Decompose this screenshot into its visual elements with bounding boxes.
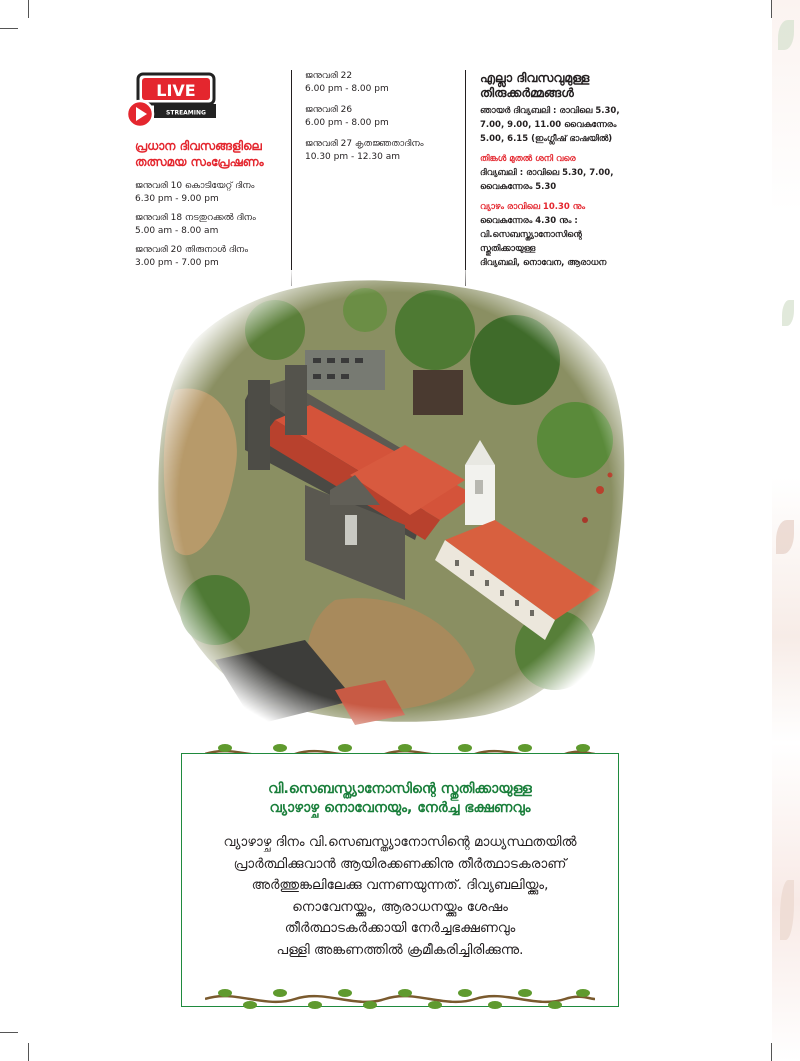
daily-services-column bbox=[480, 70, 640, 270]
leaf-decoration bbox=[782, 300, 794, 326]
column3-heading-line1: എല്ലാ ദിവസവുമുള്ള bbox=[480, 70, 590, 85]
decorative-side-strip bbox=[772, 0, 800, 1061]
thursday-line1: വൈകുന്നേരം 4.30 നും : bbox=[480, 216, 578, 226]
box-title-line1: വി.സെബസ്ത്യാനോസിന്റെ സ്തുതിക്കായുള്ള bbox=[268, 781, 532, 797]
column1-heading-line1: പ്രധാന ദിവസങ്ങളിലെ bbox=[135, 139, 262, 153]
sunday-schedule: ഞായർ ദിവ്യബലി : രാവിലെ 5.30, bbox=[480, 106, 620, 116]
thursday-heading: വ്യാഴം രാവിലെ 10.30 നും bbox=[480, 202, 586, 212]
body-line: പ്രാർത്ഥിക്കുവാൻ ആയിരക്കണക്കിനു തീർത്ഥാടകരാണ് bbox=[233, 855, 567, 872]
broadcast-schedule-column-2 bbox=[305, 70, 465, 170]
list-item bbox=[305, 138, 465, 164]
item-title: ജനുവരി 10 കൊടിയേറ്റ് ദിനം bbox=[135, 181, 255, 191]
column3-heading-line2: തിരുക്കർമ്മങ്ങൾ bbox=[480, 85, 574, 100]
crop-mark bbox=[28, 0, 29, 18]
thursday-line4: ദിവ്യബലി, നൊവേന, ആരാധന bbox=[480, 258, 607, 268]
leaf-decoration bbox=[778, 20, 794, 50]
thursday-novena-box bbox=[181, 753, 619, 1007]
vine-border-bottom bbox=[205, 985, 595, 1013]
list-item bbox=[135, 180, 285, 206]
streaming-text: STREAMING bbox=[166, 109, 206, 117]
item-title: ജനുവരി 20 തിരുനാൾ ദിനം bbox=[135, 245, 249, 255]
crop-mark bbox=[0, 1032, 18, 1033]
body-line: വ്യാഴാഴ്ച ദിനം വി.സെബസ്ത്യാനോസിന്റെ മാധ്യസ്ഥതയിൽ bbox=[223, 834, 577, 850]
item-title: ജനുവരി 22 bbox=[305, 71, 353, 81]
thursday-line2: വി.സെബസ്ത്യാനോസിന്റെ bbox=[480, 230, 582, 240]
body-line: തീർത്ഥാടകർക്കായി നേർച്ചഭക്ഷണവും bbox=[284, 920, 516, 936]
church-aerial-illustration bbox=[155, 270, 635, 730]
box-title bbox=[182, 780, 618, 818]
crop-mark bbox=[0, 28, 18, 29]
body-line: നൊവേനയ്ക്കും, ആരാധനയ്ക്കും ശേഷം bbox=[292, 898, 508, 915]
item-time: 6.30 pm - 9.00 pm bbox=[135, 194, 219, 204]
column1-heading-line2: തത്സമയ സംപ്രേഷണം bbox=[135, 155, 264, 169]
item-time: 3.00 pm - 7.00 pm bbox=[135, 258, 219, 268]
list-item bbox=[135, 212, 285, 238]
list-item bbox=[135, 244, 285, 270]
item-title: ജനുവരി 27 കൃതജ്ഞതാദിനം bbox=[305, 139, 424, 149]
item-time: 10.30 pm - 12.30 am bbox=[305, 152, 400, 162]
column-divider bbox=[465, 70, 466, 286]
column-divider bbox=[291, 70, 292, 286]
leaf-decoration bbox=[780, 880, 794, 940]
box-body bbox=[182, 832, 618, 961]
live-badge-text: LIVE bbox=[156, 81, 196, 100]
item-time: 6.00 pm - 8.00 pm bbox=[305, 118, 389, 128]
item-title: ജനുവരി 18 നടതുറക്കൽ ദിനം bbox=[135, 213, 256, 223]
broadcast-schedule-column bbox=[135, 70, 285, 276]
weekday-schedule-line2: വൈകുന്നേരം 5.30 bbox=[480, 182, 557, 192]
body-line: പള്ളി അങ്കണത്തിൽ ക്രമീകരിച്ചിരിക്കുന്നു. bbox=[276, 941, 524, 958]
item-title: ജനുവരി 26 bbox=[305, 105, 353, 115]
sunday-schedule-line3: 5.00, 6.15 (ഇംഗ്ലീഷ് ഭാഷയിൽ) bbox=[480, 134, 613, 144]
box-title-line2: വ്യാഴാഴ്ച നൊവേനയും, നേർച്ച ഭക്ഷണവും bbox=[269, 800, 531, 816]
item-time: 5.00 am - 8.00 am bbox=[135, 226, 219, 236]
sunday-schedule-line2: 7.00, 9.00, 11.00 വൈകുന്നേരം bbox=[480, 120, 617, 130]
crop-mark bbox=[28, 1043, 29, 1061]
item-time: 6.00 pm - 8.00 pm bbox=[305, 84, 389, 94]
list-item bbox=[305, 70, 465, 96]
weekday-schedule: ദിവ്യബലി : രാവിലെ 5.30, 7.00, bbox=[480, 168, 614, 178]
leaf-decoration bbox=[776, 520, 794, 554]
body-line: അർത്തുങ്കലിലേക്കു വന്നണയുന്നത്. ദിവ്യബലിയ്ക്കും, bbox=[251, 877, 549, 893]
weekday-heading: തിങ്കൾ മുതൽ ശനി വരെ bbox=[480, 154, 576, 164]
list-item bbox=[305, 104, 465, 130]
thursday-line3: സ്തുതിക്കായുള്ള bbox=[480, 244, 536, 254]
